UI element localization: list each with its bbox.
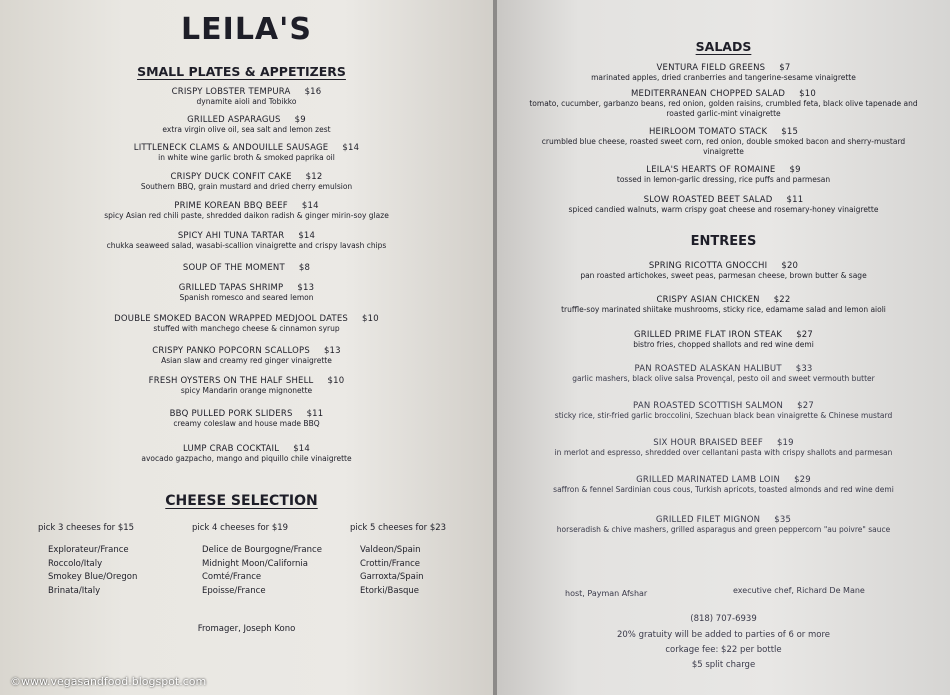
item-name: CRISPY LOBSTER TEMPURA bbox=[171, 87, 291, 97]
item-name: FRESH OYSTERS ON THE HALF SHELL bbox=[148, 376, 314, 386]
item-name-line bbox=[497, 364, 950, 374]
item-name-line bbox=[0, 283, 493, 293]
item-name: LUMP CRAB COCKTAIL bbox=[182, 444, 280, 454]
item-description: spicy Mandarin orange mignonette bbox=[180, 386, 313, 395]
item-description: dynamite aioli and Tobikko bbox=[196, 97, 297, 106]
item-price: $10 bbox=[327, 376, 345, 386]
item-price: $35 bbox=[774, 515, 792, 525]
item-price: $11 bbox=[786, 195, 804, 205]
item-name: SPRING RICOTTA GNOCCHI bbox=[648, 261, 768, 271]
cheese-item: Smokey Blue/Oregon bbox=[48, 572, 138, 582]
salads-heading: SALADS bbox=[695, 39, 752, 54]
cheese-item: Crottin/France bbox=[360, 558, 420, 569]
item-name: SIX HOUR BRAISED BEEF bbox=[653, 438, 763, 448]
cheese-item: Roccolo/Italy bbox=[48, 558, 103, 569]
item-name-line bbox=[0, 87, 493, 97]
menu-item bbox=[0, 231, 493, 251]
item-description: creamy coleslaw and house made BBQ bbox=[173, 419, 320, 428]
menu-item bbox=[497, 195, 950, 215]
item-name: SOUP OF THE MOMENT bbox=[182, 263, 285, 273]
item-description: garlic mashers, black olive salsa Provençal, pesto oil and sweet vermouth butter bbox=[572, 374, 875, 383]
item-name-line bbox=[0, 115, 493, 125]
cheese-pick-label: pick 4 cheeses for $19 bbox=[192, 523, 289, 533]
item-name-line bbox=[497, 515, 950, 525]
item-price: $22 bbox=[773, 295, 791, 305]
item-name: MEDITERRANEAN CHOPPED SALAD bbox=[631, 89, 786, 99]
item-name: DOUBLE SMOKED BACON WRAPPED MEDJOOL DATES bbox=[114, 314, 348, 324]
small-plates-heading: SMALL PLATES & APPETIZERS bbox=[137, 64, 346, 79]
menu-item bbox=[497, 401, 950, 421]
item-description: truffle-soy marinated shiitake mushrooms, sticky rice, edamame salad and lemon aioli bbox=[561, 305, 886, 314]
executive-chef: executive chef, Richard De Mane bbox=[733, 586, 865, 595]
item-description: in merlot and espresso, shredded over cellantani pasta with crispy shallots and parmesan bbox=[554, 448, 893, 457]
menu-item bbox=[0, 172, 493, 192]
item-name-line bbox=[0, 263, 493, 273]
item-price: $9 bbox=[789, 165, 801, 175]
item-description: tomato, cucumber, garbanzo beans, red onion, golden raisins, crumbled feta, black olive tapenade and bbox=[529, 99, 918, 108]
item-name: GRILLED PRIME FLAT IRON STEAK bbox=[633, 330, 783, 340]
item-price: $27 bbox=[796, 330, 814, 340]
item-description: in white wine garlic broth & smoked paprika oil bbox=[158, 153, 335, 162]
item-price: $12 bbox=[305, 172, 323, 182]
item-price: $11 bbox=[306, 409, 324, 419]
item-name-line bbox=[0, 346, 493, 356]
item-name-line bbox=[497, 261, 950, 271]
item-name-line bbox=[0, 201, 493, 211]
cheese-item: Midnight Moon/California bbox=[202, 558, 309, 569]
item-description: Spanish romesco and seared lemon bbox=[179, 293, 314, 302]
menu-item bbox=[497, 295, 950, 315]
item-name: SPICY AHI TUNA TARTAR bbox=[177, 231, 285, 241]
item-name: GRILLED TAPAS SHRIMP bbox=[178, 283, 284, 293]
menu-item bbox=[497, 438, 950, 458]
item-description: tossed in lemon-garlic dressing, rice puffs and parmesan bbox=[616, 175, 831, 184]
item-price: $8 bbox=[298, 263, 311, 273]
item-description: horseradish & chive mashers, grilled asparagus and green peppercorn "au poivre" sauce bbox=[556, 525, 891, 534]
item-price: $14 bbox=[298, 231, 316, 241]
item-name-line bbox=[0, 231, 493, 241]
cheese-item: Etorki/Basque bbox=[360, 585, 420, 596]
item-name: SLOW ROASTED BEET SALAD bbox=[643, 195, 773, 205]
item-description: chukka seaweed salad, wasabi-scallion vinaigrette and crispy lavash chips bbox=[106, 241, 387, 250]
gratuity-note: 20% gratuity will be added to parties of 6 or more bbox=[616, 630, 831, 640]
menu-item bbox=[497, 127, 950, 157]
menu-item bbox=[497, 63, 950, 83]
item-price: $27 bbox=[797, 401, 814, 411]
item-name: PRIME KOREAN BBQ BEEF bbox=[174, 201, 288, 211]
item-description: crumbled blue cheese, roasted sweet corn, red onion, double smoked bacon and sherry-mustard bbox=[541, 137, 906, 146]
right-menu-page bbox=[497, 0, 950, 695]
menu-item bbox=[0, 87, 493, 107]
item-description: spiced candied walnuts, warm crispy goat cheese and rosemary-honey vinaigrette bbox=[568, 205, 879, 214]
split-charge-note: $5 split charge bbox=[691, 660, 756, 670]
item-name: HEIRLOOM TOMATO STACK bbox=[648, 127, 768, 137]
menu-item bbox=[497, 165, 950, 185]
item-price: $10 bbox=[362, 314, 379, 324]
item-name-line bbox=[497, 401, 950, 411]
item-name-line bbox=[0, 376, 493, 386]
item-name-line bbox=[0, 143, 493, 153]
item-name-line bbox=[497, 330, 950, 340]
item-price: $14 bbox=[301, 201, 319, 211]
item-name: GRILLED ASPARAGUS bbox=[187, 115, 281, 125]
item-price: $15 bbox=[781, 127, 799, 137]
cheese-item: Delice de Bourgogne/France bbox=[202, 545, 322, 555]
cheese-pick-label: pick 3 cheeses for $15 bbox=[38, 523, 135, 533]
menu-item bbox=[0, 201, 493, 221]
item-description: avocado gazpacho, mango and piquillo chile vinaigrette bbox=[141, 454, 352, 463]
item-price: $9 bbox=[294, 115, 306, 125]
item-name-line bbox=[0, 172, 493, 182]
item-price: $7 bbox=[779, 63, 791, 73]
item-name-line bbox=[497, 195, 950, 205]
menu-item bbox=[497, 261, 950, 281]
item-price: $13 bbox=[297, 283, 315, 293]
item-name: GRILLED MARINATED LAMB LOIN bbox=[636, 475, 781, 485]
item-price: $13 bbox=[323, 346, 341, 356]
menu-item bbox=[0, 376, 493, 396]
item-description: spicy Asian red chili paste, shredded daikon radish & ginger mirin-soy glaze bbox=[104, 211, 389, 220]
item-name-line bbox=[497, 438, 950, 448]
item-price: $14 bbox=[342, 143, 360, 153]
cheese-item: Garroxta/Spain bbox=[360, 572, 424, 582]
item-name-line bbox=[0, 409, 493, 419]
menu-item bbox=[497, 89, 950, 119]
item-description: marinated apples, dried cranberries and tangerine-sesame vinaigrette bbox=[591, 73, 856, 82]
item-name-line bbox=[497, 127, 950, 137]
menu-item bbox=[0, 283, 493, 303]
menu-item bbox=[0, 409, 493, 429]
item-description: bistro fries, chopped shallots and red wine demi bbox=[633, 340, 814, 349]
item-name-line bbox=[497, 165, 950, 175]
entrees-heading: ENTREES bbox=[690, 234, 757, 249]
cheese-heading: CHEESE SELECTION bbox=[165, 493, 318, 509]
item-price: $10 bbox=[799, 89, 816, 99]
item-name-line bbox=[497, 63, 950, 73]
item-description: pan roasted artichokes, sweet peas, parmesan cheese, brown butter & sage bbox=[580, 271, 867, 280]
restaurant-name: LEILA'S bbox=[181, 12, 312, 47]
item-name: PAN ROASTED SCOTTISH SALMON bbox=[633, 401, 784, 411]
menu-item bbox=[0, 314, 493, 334]
item-price: $19 bbox=[776, 438, 794, 448]
cheese-item: Comté/France bbox=[202, 572, 262, 582]
cheese-item: Explorateur/France bbox=[48, 545, 129, 555]
item-name: CRISPY PANKO POPCORN SCALLOPS bbox=[152, 346, 310, 356]
item-price: $33 bbox=[795, 364, 813, 374]
phone: (818) 707-6939 bbox=[690, 614, 757, 624]
item-description: roasted garlic-mint vinaigrette bbox=[666, 109, 781, 118]
item-name: LITTLENECK CLAMS & ANDOUILLE SAUSAGE bbox=[133, 143, 329, 153]
menu-item bbox=[497, 475, 950, 495]
item-description: extra virgin olive oil, sea salt and lemon zest bbox=[162, 125, 331, 134]
menu-item bbox=[0, 115, 493, 135]
menu-item bbox=[0, 444, 493, 464]
item-description: sticky rice, stir-fried garlic broccolini, Szechuan black bean vinaigrette & Chinese mustard bbox=[554, 411, 893, 420]
cheese-pick-label: pick 5 cheeses for $23 bbox=[350, 523, 447, 533]
item-name: CRISPY DUCK CONFIT CAKE bbox=[170, 172, 292, 182]
item-description: Asian slaw and creamy red ginger vinaigrette bbox=[161, 356, 332, 365]
cheese-item: Epoisse/France bbox=[202, 585, 266, 596]
menu-item bbox=[497, 364, 950, 384]
item-name: LEILA'S HEARTS OF ROMAINE bbox=[646, 165, 776, 175]
item-name: GRILLED FILET MIGNON bbox=[655, 515, 761, 525]
item-name: CRISPY ASIAN CHICKEN bbox=[656, 295, 760, 305]
corkage-note: corkage fee: $22 per bottle bbox=[665, 645, 782, 655]
item-name-line bbox=[497, 295, 950, 305]
item-name: PAN ROASTED ALASKAN HALIBUT bbox=[634, 364, 782, 374]
host: host, Payman Afshar bbox=[565, 589, 648, 598]
item-price: $16 bbox=[304, 87, 322, 97]
item-price: $29 bbox=[794, 475, 811, 485]
item-name: VENTURA FIELD GREENS bbox=[656, 63, 766, 73]
item-name: BBQ PULLED PORK SLIDERS bbox=[169, 409, 293, 419]
item-description: vinaigrette bbox=[703, 147, 744, 156]
menu-item bbox=[0, 143, 493, 163]
item-name-line bbox=[0, 314, 493, 324]
item-description: Southern BBQ, grain mustard and dried cherry emulsion bbox=[140, 182, 353, 191]
item-price: $14 bbox=[293, 444, 311, 454]
item-name-line bbox=[497, 475, 950, 485]
menu-item bbox=[497, 515, 950, 535]
fromager: Fromager, Joseph Kono bbox=[197, 624, 296, 634]
watermark: ©www.vegasandfood.blogspot.com bbox=[10, 675, 207, 688]
item-price: $20 bbox=[781, 261, 799, 271]
menu-item bbox=[497, 330, 950, 350]
menu-item bbox=[0, 346, 493, 366]
item-description: stuffed with manchego cheese & cinnamon syrup bbox=[153, 324, 340, 333]
item-name-line bbox=[497, 89, 950, 99]
cheese-item: Valdeon/Spain bbox=[360, 545, 421, 555]
item-description: saffron & fennel Sardinian cous cous, Turkish apricots, toasted almonds and red wine demi bbox=[553, 485, 894, 494]
item-name-line bbox=[0, 444, 493, 454]
cheese-item: Brinata/Italy bbox=[48, 585, 101, 596]
menu-item bbox=[0, 263, 493, 273]
